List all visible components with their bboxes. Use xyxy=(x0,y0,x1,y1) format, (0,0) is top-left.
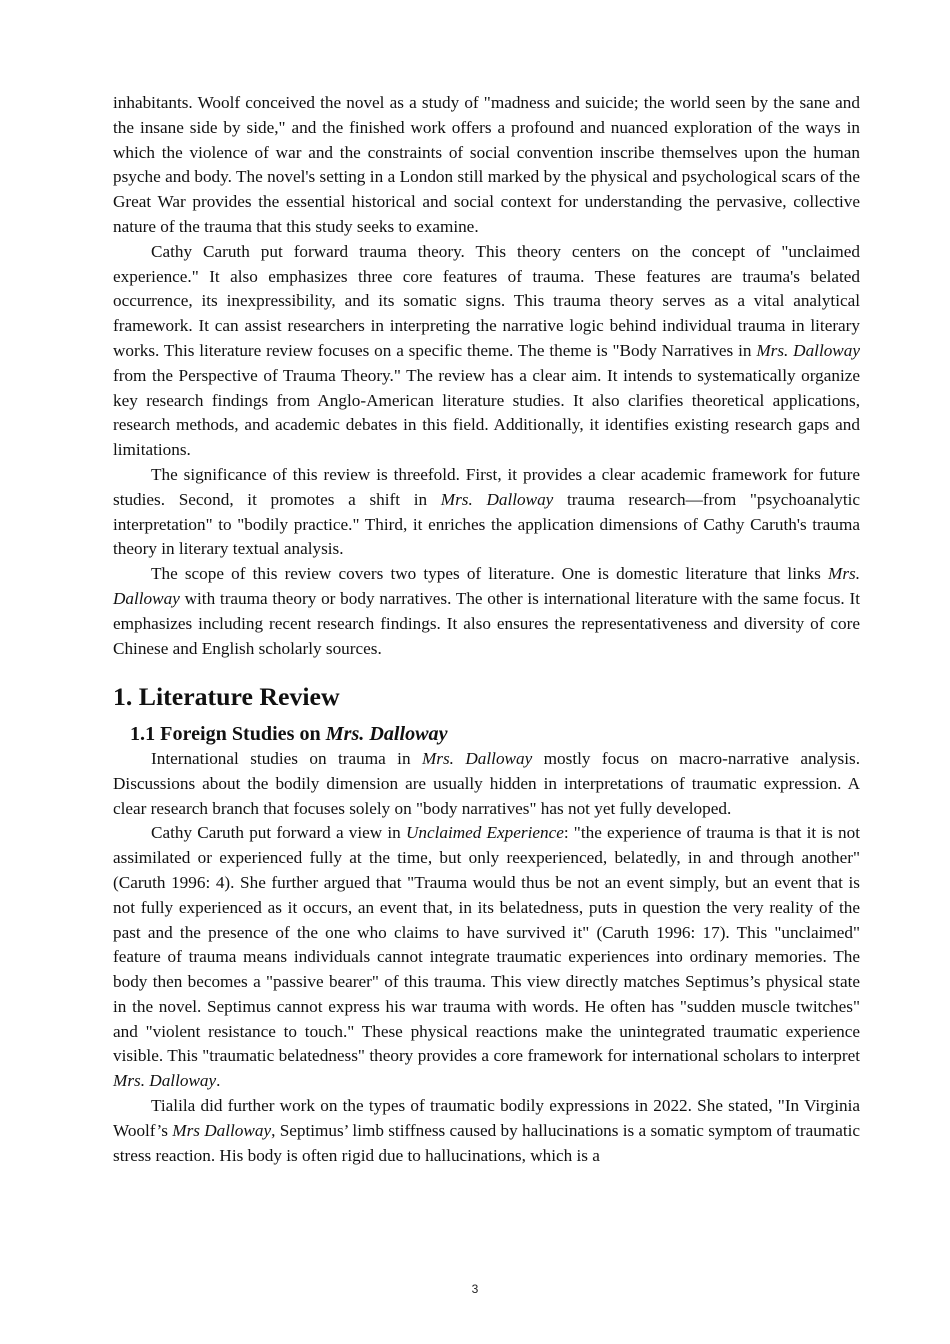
paragraph-text: inhabitants. Woolf conceived the novel as a study of "madness and suicide; the world seen by the sane and the insane side by side," and the finished work offers a profound and nuanced exploration of the ways in which the violence of war and the constraints of social convention inscribe themselves upon the human psyche and body. The novel's setting in a London still marked by the physical and psychological scars of the Great War provides the essential historical and social context for understanding the pervasive, collective nature of the trauma that this study seeks to examine. xyxy=(113,93,860,236)
subsection-heading-title: Mrs. Dalloway xyxy=(325,723,448,746)
page-number: 3 xyxy=(471,1282,479,1296)
paragraph-text: International studies on trauma in xyxy=(151,748,422,768)
paragraph-text: with trauma theory or body narratives. The other is international literature with the same focus. It emphasizes including recent research findings. It also ensures the representativeness and diversity of core Chinese and English scholarly sources. xyxy=(113,588,860,658)
paragraph-text: : "the experience of trauma is that it is not assimilated or experienced fully at the time, but only reexperienced, belatedly, in and through another" (Caruth 1996: 4). She further argued that "Trauma would thus be not an event simply, but an event that is not fully experienced as it occurs, an event that, in its belatedness, puts in question the very reality of the past and the presence of the one who claims to have survived it" (Caruth 1996: 17). This "unclaimed" feature of trauma means individuals cannot integrate traumatic experiences into ordinary memories. The body then becomes a "passive bearer" of this trauma. This view directly matches Septimus’s physical state in the novel. Septimus cannot express his war trauma with words. He often has "sudden muscle twitches" and "violent resistance to touch." These physical reactions make the unintegrated traumatic experience visible. This "traumatic belatedness" theory provides a core framework for international scholars to interpret xyxy=(113,823,861,1066)
paragraph-text: trauma research—from "psychoanalytic interpretation" to "bodily practice." Third, it enriches the application dimensions of Cathy Caruth's trauma theory in literary textual analysis. xyxy=(113,489,861,559)
paragraph-text: The significance of this review is threefold. First, it provides a clear academic framework for future studies. Second, it promotes a shift in xyxy=(113,464,860,509)
italic-title: Mrs. Dalloway xyxy=(113,564,860,608)
subsection-heading-prefix: 1.1 Foreign Studies on xyxy=(130,723,326,746)
body-paragraph xyxy=(113,1094,860,1168)
italic-title: Unclaimed Experience xyxy=(405,823,564,843)
section-heading-text: 1. Literature Review xyxy=(113,682,340,712)
italic-title: Mrs. Dalloway xyxy=(440,489,554,509)
body-paragraph xyxy=(113,240,860,463)
body-paragraph xyxy=(113,821,860,1094)
body-paragraph xyxy=(113,747,860,821)
paragraph-text: from the Perspective of Trauma Theory." The review has a clear aim. It intends to systematically organize key research findings from Anglo-American literature studies. It also clarifies theoretical applications, research methods, and academic debates in this field. Additionally, it identifies existing research gaps and limitations. xyxy=(113,365,860,460)
paragraph-text: Cathy Caruth put forward a view in xyxy=(151,823,406,843)
paragraph-text: Tialila did further work on the types of traumatic bodily expressions in 2022. She stated, "In Virginia Woolf’s xyxy=(113,1096,860,1140)
paragraph-text: The scope of this review covers two types of literature. One is domestic literature that links xyxy=(151,564,828,584)
paragraph-text: Cathy Caruth put forward trauma theory. This theory centers on the concept of "unclaimed experience." It also emphasizes three core features of trauma. These features are trauma's belated occurrence, its inexpressibility, and its somatic signs. This trauma theory serves as a vital analytical framework. It can assist researchers in interpreting the narrative logic behind individual trauma in literary works. This literature review focuses on a specific theme. The theme is "Body Narratives in xyxy=(113,241,860,360)
document-body xyxy=(113,91,860,1168)
intro-paragraphs xyxy=(113,91,860,661)
body-paragraph xyxy=(113,562,860,661)
section-paragraphs xyxy=(113,747,860,1169)
paragraph-text: , Septimus’ limb stiffness caused by hallucinations is a somatic symptom of traumatic stress reaction. His body is often rigid due to hallucinations, which is a xyxy=(113,1120,861,1165)
italic-title: Mrs. Dalloway xyxy=(113,1071,217,1091)
body-paragraph xyxy=(113,91,860,240)
italic-title: Mrs. Dalloway xyxy=(421,748,533,768)
section-heading xyxy=(113,682,860,712)
paragraph-text: . xyxy=(216,1071,221,1091)
italic-title: Mrs. Dalloway xyxy=(756,340,860,360)
body-paragraph xyxy=(113,463,860,562)
italic-title: Mrs Dalloway xyxy=(172,1120,272,1140)
paragraph-text: mostly focus on macro-narrative analysis. Discussions about the bodily dimension are usually hidden in interpretations of traumatic expression. A clear research branch that focuses solely on "body narratives" has not yet fully developed. xyxy=(113,748,860,818)
subsection-heading xyxy=(130,722,860,747)
